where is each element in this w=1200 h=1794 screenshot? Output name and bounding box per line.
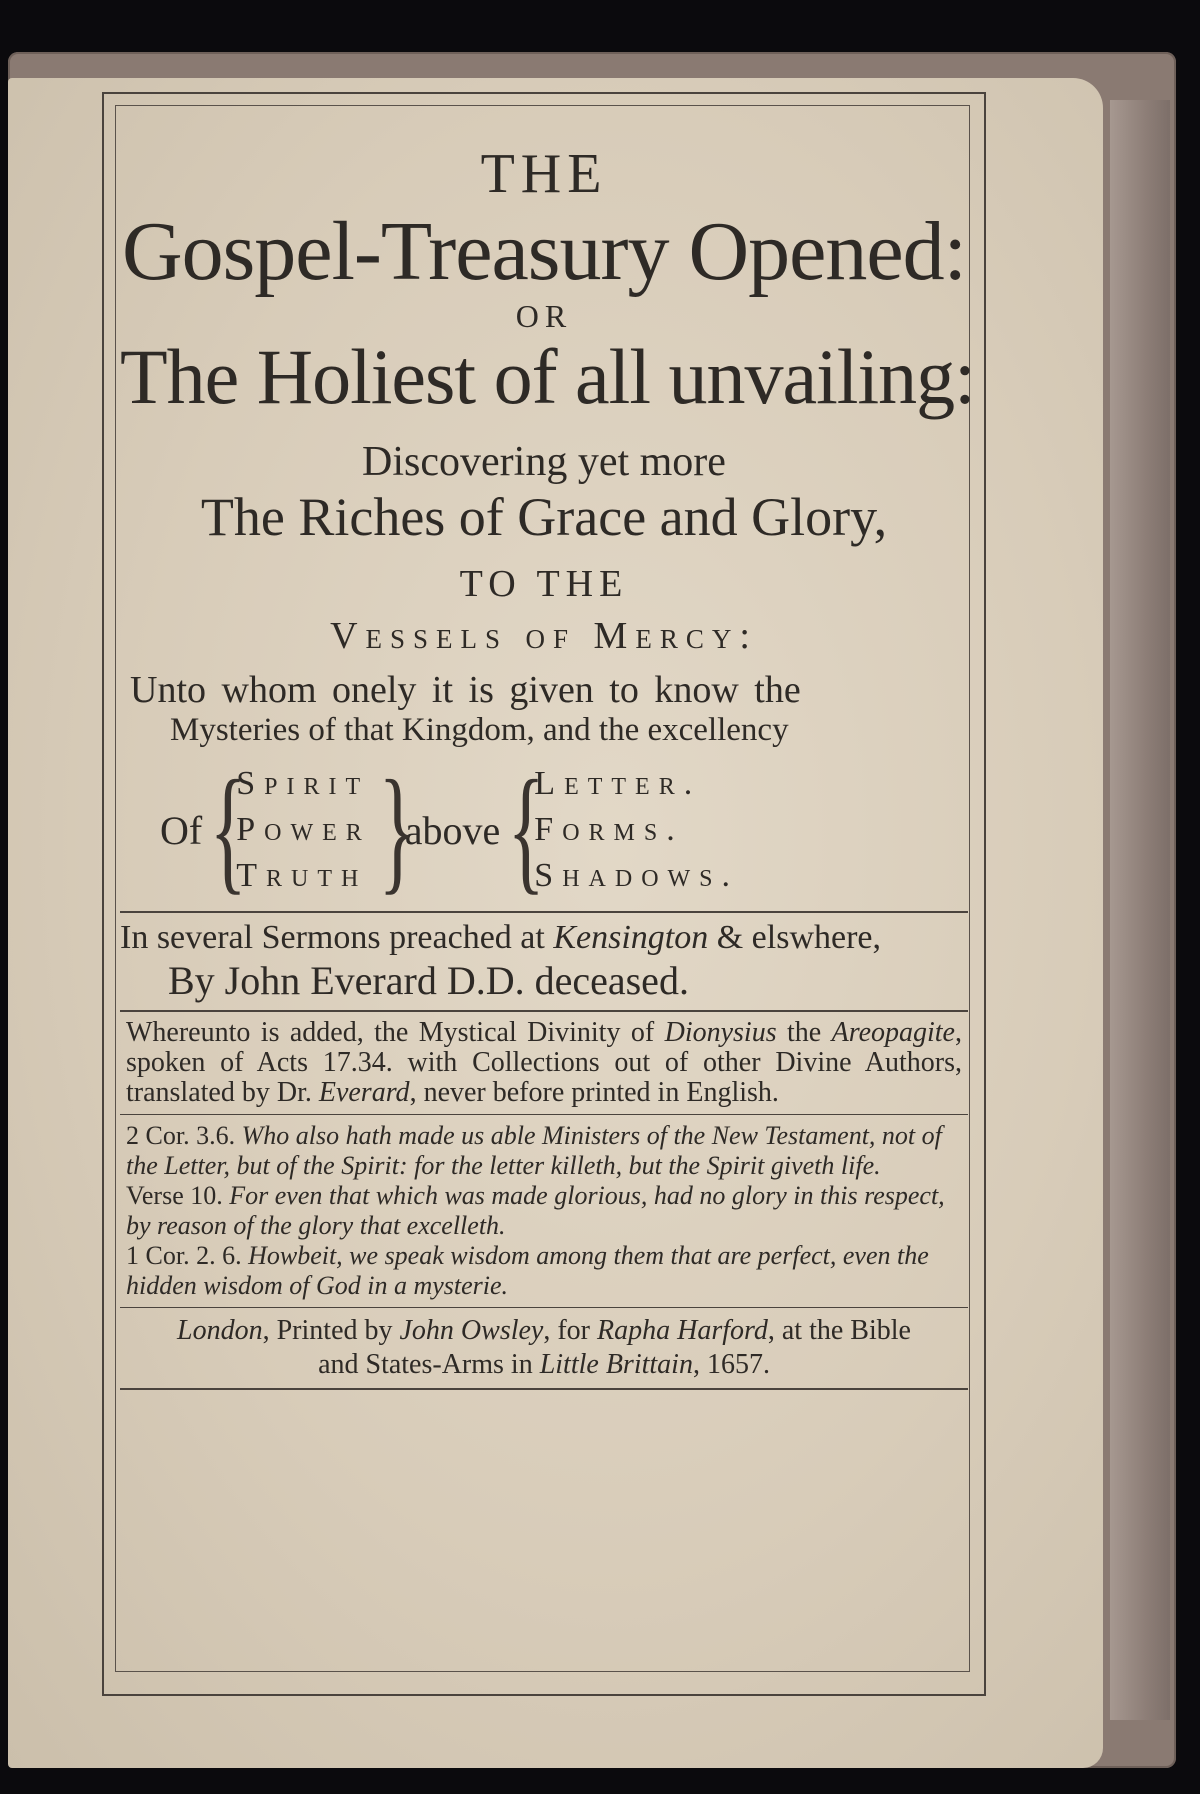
subtitle-discovering: Discovering yet more [362,439,726,485]
sermons-place: Kensington [553,919,709,956]
page-edges [1110,100,1170,1720]
above-label: above [404,807,501,853]
main-title-1: Gospel-Treasury Opened: [121,205,967,298]
subtitle-riches: The Riches of Grace and Glory, [200,487,888,547]
scripture-text: Who also hath made us able Ministers of the New Testament, not of the Letter, but of the Spirit: for the letter killeth, but the Spirit giveth life. [126,1121,942,1180]
divider [120,1388,968,1390]
divider [120,1307,968,1308]
addition-text: the [776,1017,832,1048]
imprint-printer: John Owsley [399,1315,544,1346]
left-item: Power [236,811,371,848]
imprint-line-2 [120,1348,968,1382]
sermons-text-end: & elswhere, [708,919,882,956]
scripture-quote [120,1241,968,1301]
author-line: By John Everard D.D. deceased. [168,958,689,1003]
scripture-quote [120,1181,968,1241]
imprint-text: , Printed by [262,1315,400,1346]
scripture-text: For even that which was made glorious, had no glory in this respect, by reason of the glory that excelleth. [126,1181,945,1240]
scripture-ref: 2 Cor. 3.6. [126,1121,236,1150]
addition-everard: Everard [318,1077,410,1108]
left-brace-open: { [209,752,247,907]
scripture-text: Howbeit, we speak wisdom among them that are perfect, even the hidden wisdom of God in a mysterie. [126,1241,929,1300]
addition-areopagite: Areopagite [831,1017,955,1048]
right-column [534,761,739,899]
imprint-text: , for [543,1315,598,1346]
imprint-year: , 1657. [692,1349,770,1380]
imprint-text: and States-Arms in [318,1349,540,1380]
unto-line: Unto whom onely it is given to know the [130,669,801,711]
title-or: OR [515,298,573,334]
title-page-content [120,130,975,1396]
right-item: Letter. [534,765,702,802]
right-item: Shadows. [534,857,740,894]
right-item: Forms. [534,811,684,848]
left-brace-close: } [378,752,416,907]
imprint-line-1 [120,1314,968,1348]
sermons-text: In several Sermons preached at [120,919,554,956]
scripture-ref: 1 Cor. 2. 6. [126,1241,242,1270]
addition-text: , spoken of Acts 17.34. with Collections out of other Divine Authors, translated by Dr. [126,1017,962,1108]
divider [120,1114,968,1115]
left-item: Spirit [236,765,370,802]
imprint-city: London [177,1315,263,1346]
imprint [120,1314,968,1382]
subtitle-to-the: TO THE [459,563,629,605]
imprint-text: , at the Bible [767,1315,911,1346]
sermons-line [120,919,968,957]
mysteries-line: Mysteries of that Kingdom, and the excellency [170,712,789,748]
imprint-bookseller: Rapha Harford [597,1315,768,1346]
addition-text: Whereunto is added, the Mystical Divinity of [126,1017,665,1048]
divider [120,1010,968,1012]
contrast-table [120,752,968,907]
scripture-ref: Verse 10. [126,1181,223,1210]
right-brace-open: { [507,752,545,907]
main-title-2: The Holiest of all unvailing: [120,333,975,420]
of-label: Of [160,807,203,853]
addition-dionysius: Dionysius [664,1017,777,1048]
scripture-quote [120,1121,968,1181]
addition-text: , never before printed in English. [409,1077,779,1108]
imprint-location: Little Brittain [539,1349,693,1380]
subtitle-vessels: Vessels of Mercy: [330,615,758,657]
title-the: THE [480,143,608,205]
left-column [236,761,371,899]
addition-paragraph [120,1018,968,1108]
divider [120,911,968,913]
left-item: Truth [236,857,368,894]
